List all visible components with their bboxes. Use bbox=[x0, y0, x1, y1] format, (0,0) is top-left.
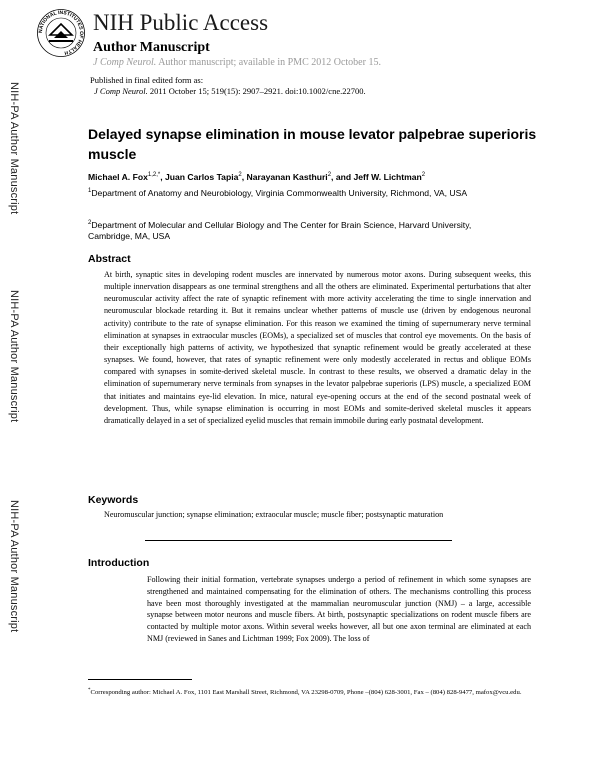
citation bbox=[94, 86, 366, 97]
author-manuscript-label: Author Manuscript bbox=[93, 40, 210, 55]
abstract-text: At birth, synaptic sites in developing rodent muscles are innervated by numerous motor axons. During subsequent weeks, this multiple innervation disappears as one terminal strengthens and all the others are eliminated. Experimental perturbations that alter neuromuscular activity affect the rate of synaptic refinement with more activity accelerating the time to single innervation and neuromuscular blockade retarding it. But it remains unclear whether patterns of muscle use (driven by endogenous neuronal activity) contribute to the rate of synapse elimination. For this reason we examined the timing of supernumerary nerve terminal elimination at synapses in extraocular muscles (EOMs), a specialized set of muscles that control eye movements. On the basis of their exceptionally high patterns of activity, we hypothesized that synaptic refinement would be greatly accelerated at these synapses. We found, however, that rates of synaptic refinement were only modestly accelerated in rectus and oblique EOMs compared with synapses in somite-derived skeletal muscle. In contrast to these results, we observed a dramatic delay in the elimination of supernumerary nerve terminals from synapses in the levator palpebrae superioris (LPS) muscle, a specialized EOM that initiates and maintains eye-lid elevation. In mice, natural eye-opening occurs at the end of the second postnatal week of development. Thus, while synapse elimination is occurring in most EOMs and somite-derived skeletal muscles it appears dramatically delayed in a set of specialized eyelid muscles that remain immobile during early postnatal development. bbox=[104, 270, 531, 425]
author-name: Michael A. Fox bbox=[88, 172, 148, 182]
published-label: Published in final edited form as: bbox=[90, 75, 204, 85]
author-name: Jeff W. Lichtman bbox=[353, 172, 422, 182]
footnote: *Corresponding author: Michael A. Fox, 1101 East Marshall Street, Richmond, VA 23298-0709, Phone –(804) 628-3001, Fax – (804) 828-9477, mafox@vcu.edu. bbox=[88, 688, 522, 697]
citation-details: 2011 October 15; 519(15): 2907–2921. doi:10.1002/cne.22700. bbox=[149, 86, 366, 96]
citation-journal: J Comp Neurol. bbox=[94, 86, 148, 96]
keywords-heading: Keywords bbox=[88, 494, 139, 506]
nih-public-access-title: NIH Public Access bbox=[93, 10, 269, 35]
section-divider bbox=[145, 540, 452, 541]
affiliation-1: $^1$Department of Anatomy and Neurobiology, Virginia Commonwealth University, Richmond, VA, USA bbox=[88, 187, 468, 198]
availability-journal: J Comp Neurol. bbox=[93, 57, 157, 68]
nih-logo bbox=[36, 8, 86, 58]
footnote-text: Corresponding author: Michael A. Fox, 1101 East Marshall Street, Richmond, VA 23298-0709, Phone –(804) 628-3001, Fax – (804) 828-9477, mafox@vcu.edu. bbox=[90, 689, 522, 697]
availability-note bbox=[93, 57, 381, 68]
logo-text: NATIONAL INSTITUTES OF HEALTH bbox=[37, 9, 85, 56]
introduction-text: Following their initial formation, vertebrate synapses undergo a period of refinement in which some synapses are strengthened and maintained compensating for the elimination of others. The mechanisms controlling this process have been most thoroughly investigated at the mammalian neuromuscular junction (NMJ) – a large, accessible synapse between motor neurons and muscle fibers. At birth, postsynaptic specializations on rodent muscle fibers are contacted by multiple motor axons. Within several weeks however, all but one axon terminal are eliminated at each NMJ (reviewed in Sanes and Lichtman 1999; Fox 2009). The loss of bbox=[147, 575, 531, 643]
article-title: Delayed synapse elimination in mouse levator palpebrae superioris muscle bbox=[88, 126, 537, 162]
affiliation-2: $^2$Department of Molecular and Cellular Biology and The Center for Brain Science, Harvard University, Cambridge, MA, USA bbox=[88, 219, 472, 242]
author-list: Michael A. Fox$^{1,2,*}$, Juan Carlos Tapia$^2$, Narayanan Kasthuri$^2$, and Jeff W. Lichtman$^2$ bbox=[88, 172, 426, 182]
availability-text: Author manuscript; available in PMC 2012 October 15. bbox=[158, 57, 381, 68]
author-name: Narayanan Kasthuri bbox=[246, 172, 328, 182]
abstract-heading: Abstract bbox=[88, 253, 131, 265]
keywords-text: Neuromuscular junction; synapse elimination; extraocular muscle; muscle fiber; postsynaptic maturation bbox=[104, 510, 444, 519]
footnote-divider bbox=[88, 679, 192, 680]
introduction-heading: Introduction bbox=[88, 557, 150, 569]
publication-info bbox=[90, 75, 366, 97]
author-name: Juan Carlos Tapia bbox=[164, 172, 239, 182]
